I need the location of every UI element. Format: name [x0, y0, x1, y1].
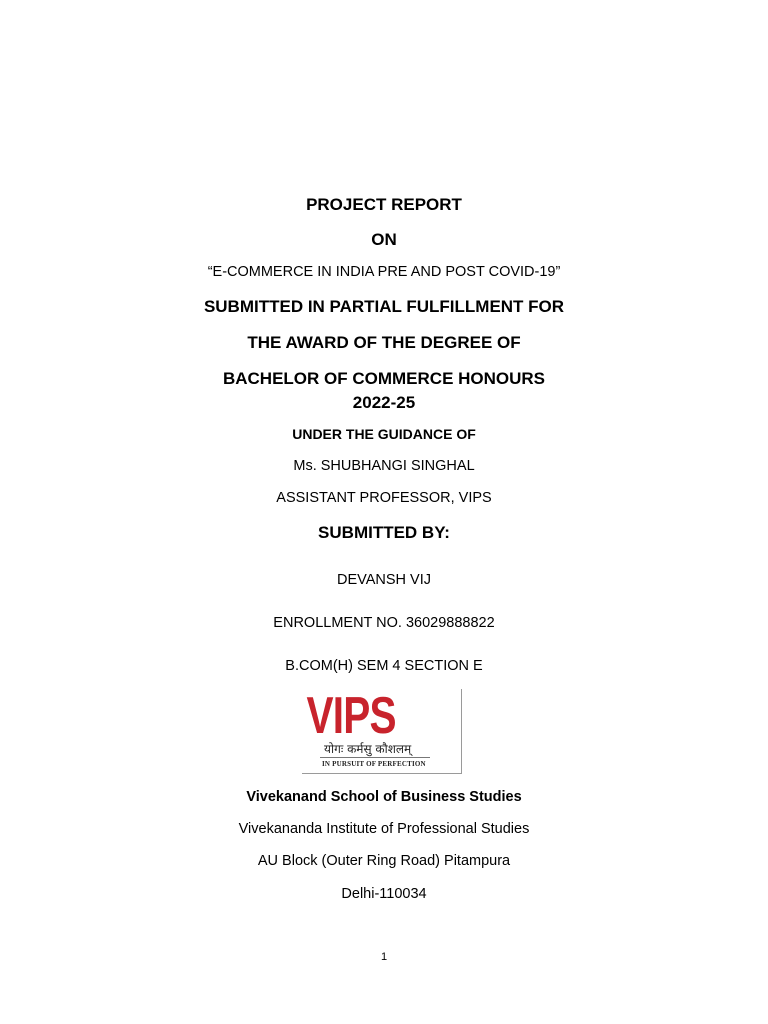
logo-wordmark: VIPS	[306, 687, 396, 745]
institute-address: AU Block (Outer Ring Road) Pitampura	[257, 853, 511, 869]
academic-session: 2022-25	[352, 393, 416, 412]
submission-purpose-line-1: SUBMITTED IN PARTIAL FULFILLMENT FOR	[203, 297, 565, 316]
logo-divider	[320, 757, 430, 758]
guidance-heading: UNDER THE GUIDANCE OF	[292, 426, 476, 442]
page-number: 1	[380, 951, 388, 963]
enrollment-number: ENROLLMENT NO. 36029888822	[273, 615, 495, 631]
vips-logo	[302, 689, 462, 774]
student-name: DEVANSH VIJ	[336, 572, 431, 588]
logo-motto: योगः कर्मसु कौशलम्	[324, 742, 412, 756]
guide-designation: ASSISTANT PROFESSOR, VIPS	[276, 490, 492, 506]
submitted-by-heading: SUBMITTED BY:	[318, 523, 450, 542]
submission-purpose-line-2: THE AWARD OF THE DEGREE OF	[247, 333, 521, 352]
report-on: ON	[371, 230, 397, 249]
logo-tagline: IN PURSUIT OF PERFECTION	[322, 760, 426, 768]
guide-name: Ms. SHUBHANGI SINGHAL	[293, 458, 475, 474]
school-name: Vivekanand School of Business Studies	[246, 789, 522, 805]
institute-name: Vivekananda Institute of Professional Studies	[238, 821, 530, 837]
degree-name: BACHELOR OF COMMERCE HONOURS	[222, 369, 546, 388]
report-title: PROJECT REPORT	[306, 195, 462, 214]
institute-city: Delhi-110034	[341, 886, 427, 902]
student-class: B.COM(H) SEM 4 SECTION E	[285, 658, 483, 674]
report-topic: “E-COMMERCE IN INDIA PRE AND POST COVID-19”	[207, 264, 561, 280]
